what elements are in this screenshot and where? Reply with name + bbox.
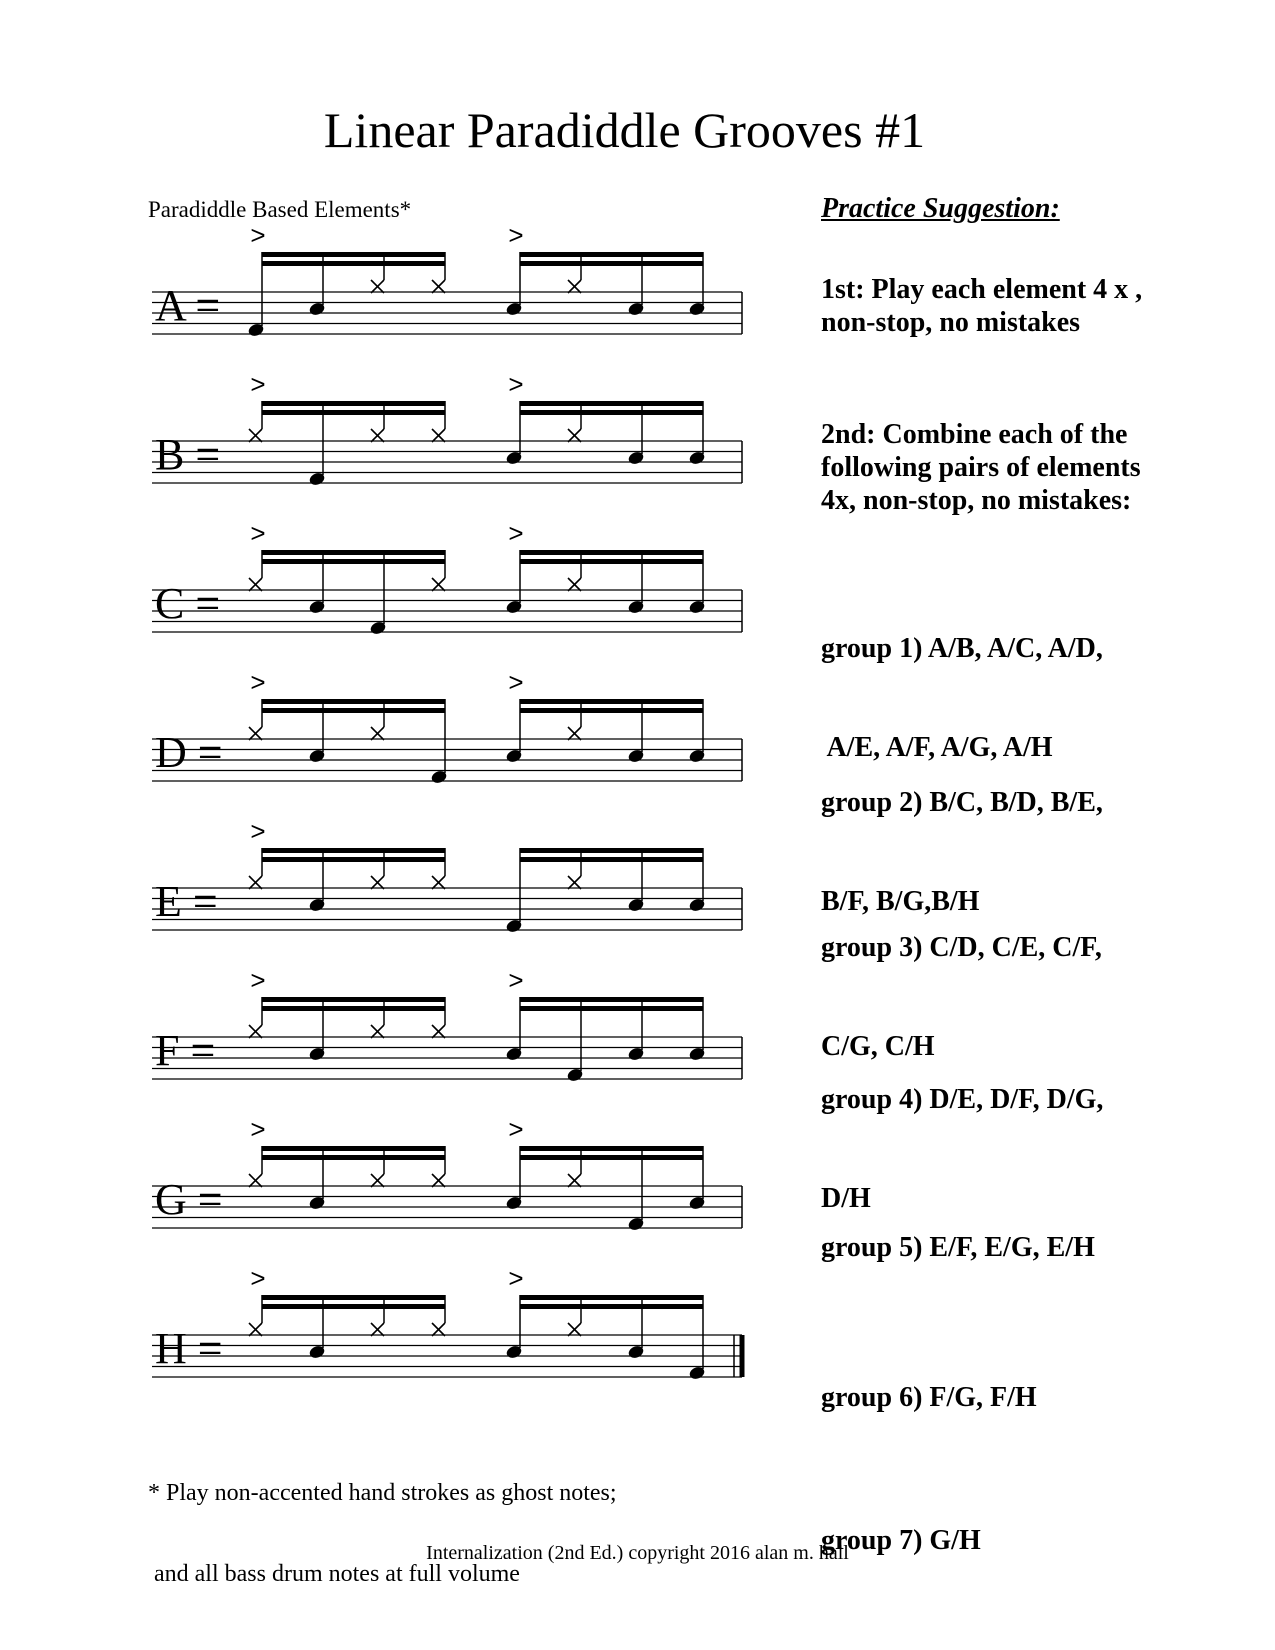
beam-secondary — [520, 708, 703, 713]
accent-mark: > — [508, 1114, 524, 1144]
accent-mark: > — [250, 965, 266, 995]
element-label: D = — [155, 728, 223, 777]
group-1-line-1: group 1) A/B, A/C, A/D, — [821, 633, 1103, 664]
group-4-line-2: D/H — [821, 1183, 871, 1214]
element-label: G = — [155, 1175, 223, 1224]
accent-mark: > — [250, 1263, 266, 1293]
element-label: F = — [155, 1026, 216, 1075]
group-7 — [821, 1458, 981, 1590]
group-1-line-2: A/E, A/F, A/G, A/H — [821, 732, 1053, 763]
accent-mark: > — [250, 220, 266, 250]
group-5-line-1: group 5) E/F, E/G, E/H — [821, 1232, 1095, 1263]
step-2-line-3: 4x, non-stop, no mistakes: — [821, 485, 1132, 516]
accent-mark: > — [508, 1263, 524, 1293]
element-label: A = — [155, 281, 221, 330]
beam-primary — [520, 252, 703, 257]
beam-secondary — [262, 1155, 445, 1160]
beam-primary — [520, 848, 703, 853]
practice-heading: Practice Suggestion: — [821, 193, 1060, 224]
beam-secondary — [262, 857, 445, 862]
beam-secondary — [520, 1304, 703, 1309]
beam-primary — [520, 1146, 703, 1151]
group-7-line-1: group 7) G/H — [821, 1525, 981, 1556]
beam-secondary — [520, 559, 703, 564]
element-label: B = — [155, 430, 221, 479]
accent-mark: > — [508, 369, 524, 399]
group-5 — [821, 1165, 1095, 1297]
element-label: C = — [155, 579, 221, 628]
beam-primary — [262, 1146, 445, 1151]
copyright: Internalization (2nd Ed.) copyright 2016 alan m. hall — [426, 1542, 849, 1564]
beam-secondary — [262, 559, 445, 564]
beam-primary — [520, 1295, 703, 1300]
accent-mark: > — [250, 816, 266, 846]
group-2-line-1: group 2) B/C, B/D, B/E, — [821, 787, 1103, 818]
element-label: H = — [155, 1324, 223, 1373]
accent-mark: > — [508, 518, 524, 548]
beam-primary — [520, 401, 703, 406]
beam-primary — [262, 997, 445, 1002]
page-title-text: Linear Paradiddle Grooves #1 — [323, 102, 926, 158]
step-1-line-2: non-stop, no mistakes — [821, 307, 1081, 338]
group-3-line-2: C/G, C/H — [821, 1031, 935, 1062]
beam-secondary — [520, 1155, 703, 1160]
beam-primary — [520, 550, 703, 555]
beam-primary — [262, 699, 445, 704]
beam-primary — [262, 1295, 445, 1300]
step-2 — [821, 418, 1141, 517]
accent-mark: > — [508, 220, 524, 250]
accent-mark: > — [508, 667, 524, 697]
beam-secondary — [520, 1006, 703, 1011]
beam-primary — [262, 401, 445, 406]
beam-secondary — [262, 261, 445, 266]
step-1-line-1: 1st: Play each element 4 x , — [821, 274, 1143, 305]
beam-primary — [520, 997, 703, 1002]
step-2-line-2: following pairs of elements — [821, 452, 1141, 483]
accent-mark: > — [250, 667, 266, 697]
step-2-line-1: 2nd: Combine each of the — [821, 419, 1128, 450]
group-6 — [821, 1315, 1037, 1447]
accent-mark: > — [250, 1114, 266, 1144]
accent-mark: > — [508, 965, 524, 995]
elements-subtitle: Paradiddle Based Elements* — [148, 197, 412, 222]
beam-primary — [262, 252, 445, 257]
beam-secondary — [262, 708, 445, 713]
group-4-line-1: group 4) D/E, D/F, D/G, — [821, 1084, 1104, 1115]
beam-secondary — [262, 1304, 445, 1309]
step-1 — [821, 273, 1142, 339]
beam-secondary — [520, 857, 703, 862]
accent-mark: > — [250, 369, 266, 399]
beam-primary — [520, 699, 703, 704]
accent-mark: > — [250, 518, 266, 548]
beam-secondary — [520, 410, 703, 415]
footnote — [148, 1426, 617, 1615]
group-2-line-2: B/F, B/G,B/H — [821, 886, 980, 917]
group-3-line-1: group 3) C/D, C/E, C/F, — [821, 932, 1102, 963]
element-label: E = — [155, 877, 218, 926]
beam-secondary — [262, 410, 445, 415]
beam-secondary — [520, 261, 703, 266]
group-6-line-1: group 6) F/G, F/H — [821, 1382, 1037, 1413]
beam-primary — [262, 550, 445, 555]
footnote-line-2: and all bass drum notes at full volume — [148, 1561, 520, 1587]
beam-primary — [262, 848, 445, 853]
beam-secondary — [262, 1006, 445, 1011]
footnote-line-1: * Play non-accented hand strokes as ghost notes; — [148, 1480, 617, 1506]
